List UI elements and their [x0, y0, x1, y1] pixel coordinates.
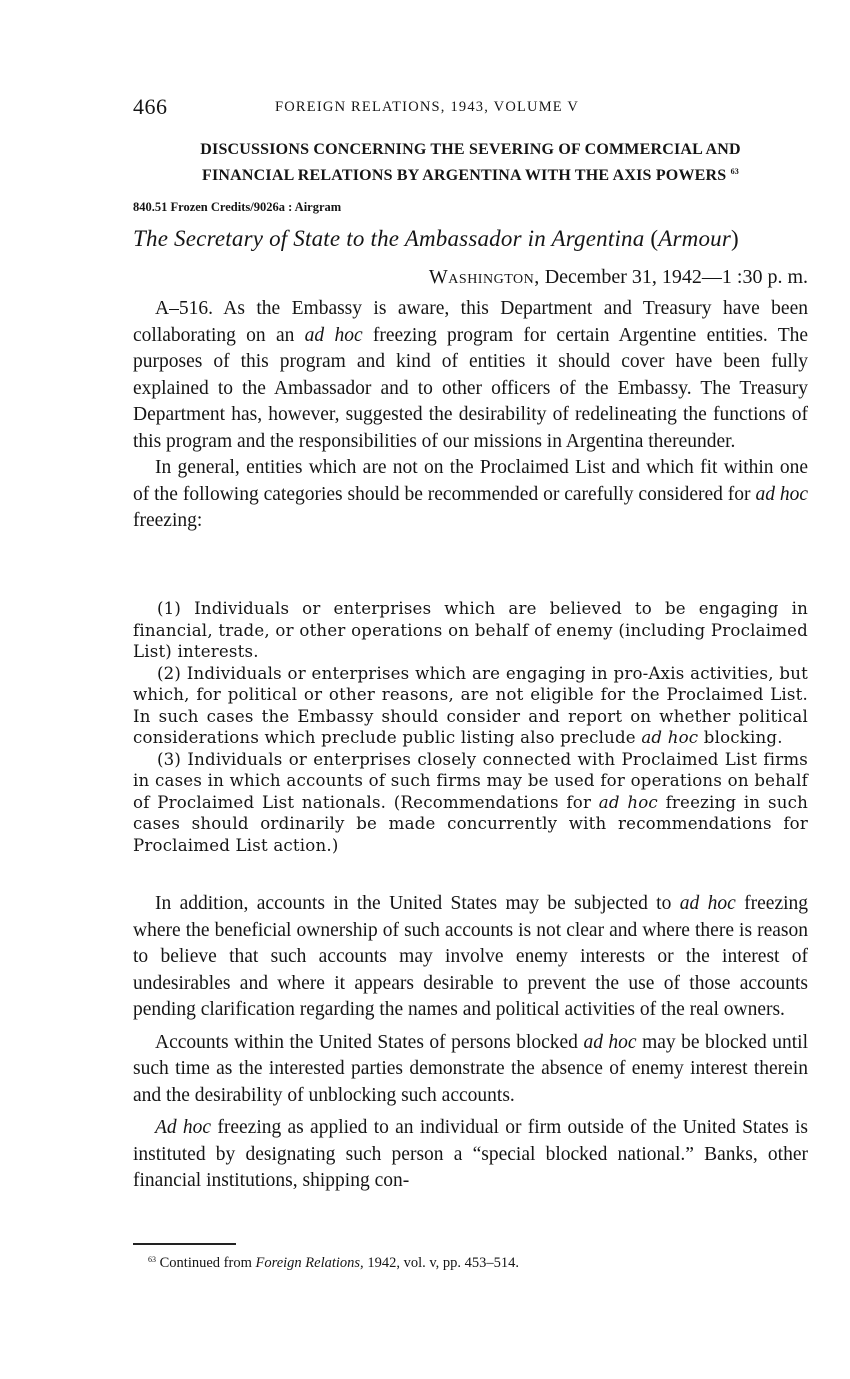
footnote-source: Foreign Relations,: [255, 1255, 364, 1271]
quoted-list: [133, 598, 808, 856]
paragraph-2-text-cont: freezing:: [133, 510, 203, 531]
document-heading: [133, 226, 808, 252]
paragraph-2: [133, 455, 808, 535]
paragraph-1: [133, 296, 808, 455]
footnote-marker: 63: [730, 167, 739, 176]
heading-text: The Secretary of State to the Ambassador in Argentina: [133, 226, 645, 251]
heading-recipient-name: Armour: [658, 226, 732, 251]
paragraph-1-italic: ad hoc: [304, 324, 363, 346]
paragraph-1-text: A–516. As the Embassy is aware, this Department and Treasury have been collaborating on an: [133, 298, 808, 346]
footnote-suffix: 1942, vol. v, pp. 453–514.: [367, 1255, 520, 1271]
section-title: [133, 139, 808, 187]
footnote-number: 63: [148, 1255, 156, 1264]
quoted-item-2: [133, 663, 808, 749]
paragraph-3-italic: ad hoc: [679, 893, 736, 914]
paragraph-5: [133, 1115, 808, 1195]
dateline: [429, 266, 808, 289]
quoted-item-3-text: (3) Individuals or enterprises closely connected with Proclaimed List firms in cases in which accounts of such firms may be used for operations on behalf of Proclaimed List nationals. (Recommendations for: [133, 749, 808, 812]
footnote-rule: [133, 1243, 236, 1245]
dateline-date: December 31, 1942—1 :30 p. m.: [539, 266, 808, 288]
quoted-item-2-italic: ad hoc: [641, 728, 699, 747]
quoted-item-2-text: (2) Individuals or enterprises which are engaging in pro-Axis activities, but which, for political or other reasons, are not eligible for the Proclaimed List. In such cases the Embassy should consider and report on whether political considerations which preclude public listing also preclude: [133, 663, 808, 747]
section-title-line-1: DISCUSSIONS CONCERNING THE SEVERING OF COMMERCIAL AND: [200, 141, 741, 158]
paragraph-1-text-cont: freezing program for certain Argentine entities. The purposes of this program and kind of entities it should cover have been fully explained to the Ambassador and to other officers of the Embassy. The Treasury Department has, however, suggested the desirability of redelineating the functions of this program and the responsibilities of our missions in Argentina thereunder.: [133, 324, 809, 452]
paragraph-5-italic: Ad hoc: [155, 1117, 212, 1138]
paragraph-4: [133, 1030, 808, 1110]
dateline-city: Washington,: [428, 266, 540, 288]
footnote-prefix: Continued from: [159, 1255, 252, 1271]
quoted-item-3-italic: ad hoc: [598, 792, 658, 812]
running-title: FOREIGN RELATIONS, 1943, VOLUME V: [275, 99, 580, 115]
heading-close-paren: ): [731, 226, 739, 251]
paragraph-4-italic: ad hoc: [583, 1031, 637, 1053]
paragraph-3: [133, 891, 808, 1024]
heading-open-paren: (: [650, 226, 659, 251]
quoted-item-1: [133, 598, 808, 663]
page-header: [133, 94, 808, 124]
page-number: 466: [133, 94, 168, 119]
paragraph-4-text-cont: may be blocked until such time as the interested parties demonstrate the absence of enemy interest therein and the desirability of unblocking such accounts.: [133, 1031, 809, 1106]
section-title-line-2: [133, 161, 808, 187]
body-text: [133, 296, 808, 535]
quoted-item-3: [133, 749, 808, 857]
quoted-item-1-text: (1) Individuals or enterprises which are believed to be engaging in financial, trade, or other operations on behalf of enemy (including Proclaimed List) interests.: [133, 599, 808, 661]
body-text-continued: [133, 891, 808, 1201]
footnote: [148, 1255, 519, 1272]
paragraph-3-text: In addition, accounts in the United States may be subjected to: [155, 893, 672, 914]
paragraph-2-italic: ad hoc: [755, 483, 809, 505]
paragraph-2-text: In general, entities which are not on the Proclaimed List and which fit within one of the following categories should be recommended or carefully considered for: [133, 457, 808, 505]
quoted-item-3-tail: freezing in such cases should ordinarily be made concurrently with recommendations for Proclaimed List action.): [133, 792, 808, 855]
paragraph-5-text: freezing as applied to an individual or firm outside of the United States is instituted by designating such person a “special blocked national.” Banks, other financial institutions, shipping con-: [133, 1117, 808, 1191]
file-reference: 840.51 Frozen Credits/9026a : Airgram: [133, 200, 342, 214]
paragraph-4-text: Accounts within the United States of persons blocked: [155, 1031, 578, 1053]
section-title-line-2-text: FINANCIAL RELATIONS BY ARGENTINA WITH THE AXIS POWERS: [202, 167, 727, 184]
paragraph-3-text-cont: freezing where the beneficial ownership of such accounts is not clear and where there is reason to believe that such accounts may involve enemy interests or the interest of undesirables and where it appears desirable to prevent the use of those accounts pending clarification regarding the names and political activities of the real owners.: [133, 893, 809, 1020]
quoted-item-2-tail: blocking.: [703, 728, 783, 747]
